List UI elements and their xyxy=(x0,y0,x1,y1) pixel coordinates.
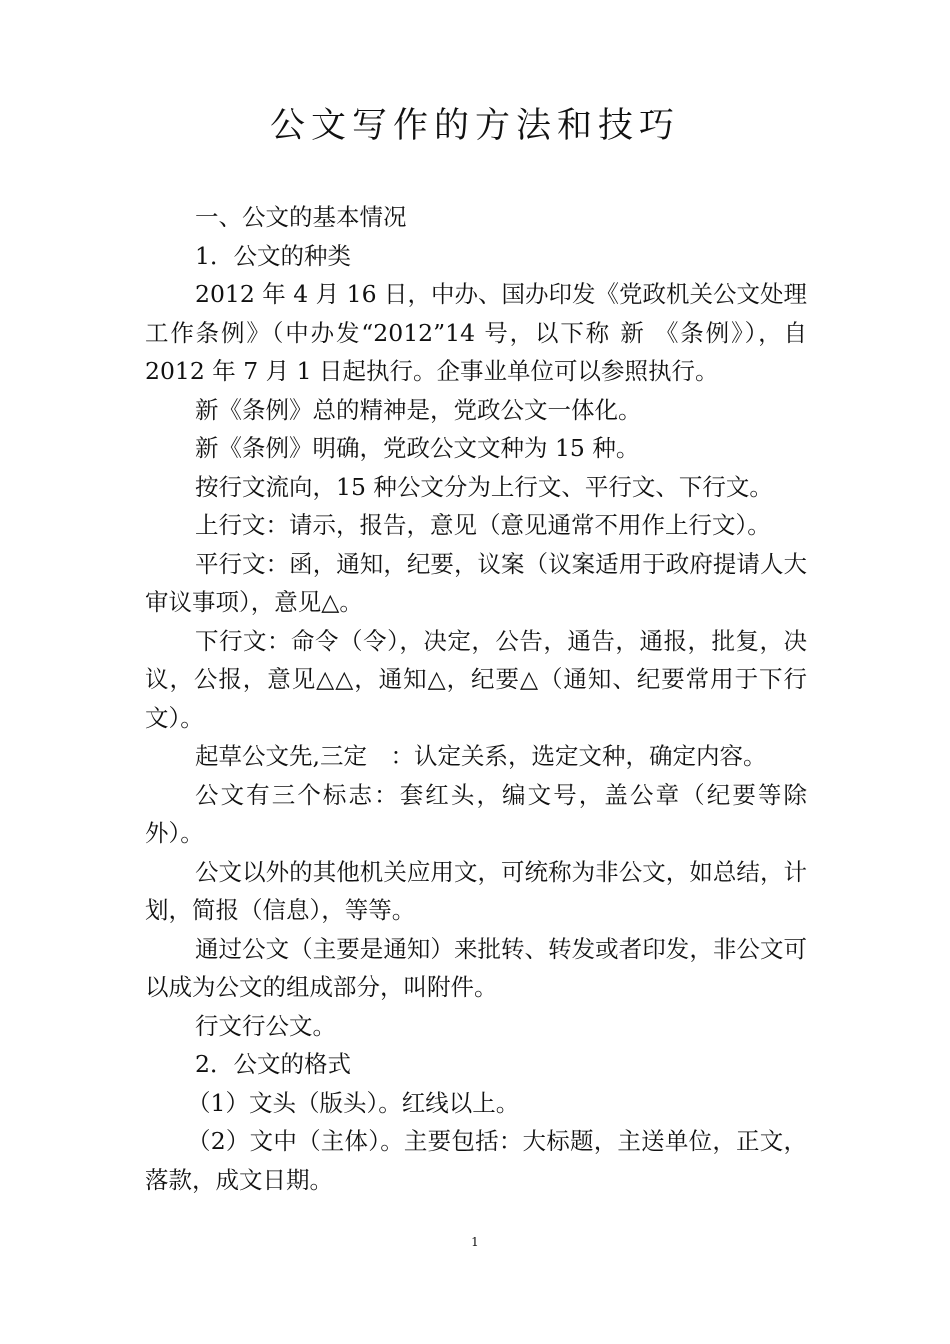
paragraph-issue: 行文行公文。 xyxy=(195,1011,336,1040)
paragraph-regulation: 2012 年 4 月 16 日，中办、国办印发《党政机关公文处理工作条例》（中办发“2012”14 号，以下称 新 《条例》），自 2012 年 7 月 1 日起执行。企事业单位可以参照执行。 xyxy=(145,280,808,385)
paragraph-non-official: 公文以外的其他机关应用文，可统称为非公文，如总结，计划，简报（信息），等等。 xyxy=(145,857,807,924)
document-body xyxy=(145,198,807,1199)
paragraph-spirit: 新《条例》总的精神是，党政公文一体化。 xyxy=(195,395,642,424)
paragraph-document-types: 新《条例》明确，党政公文文种为 15 种。 xyxy=(195,434,640,462)
paragraph-downward: 下行文：命令（令），决定，公告，通告，通报，批复，决议，公报，意见△△，通知△，纪要△（通知、纪要常用于下行文）。 xyxy=(145,626,807,732)
paragraph-flow: 按行文流向，15 种公文分为上行文、平行文、下行文。 xyxy=(195,472,773,501)
page-number: 1 xyxy=(471,1235,479,1249)
paragraph-attachment: 通过公文（主要是通知）来批转、转发或者印发，非公文可以成为公文的组成部分，叫附件。 xyxy=(145,934,807,1001)
paragraph-three-determinations: 起草公文先,三定 ：认定关系，选定文种，确定内容。 xyxy=(195,742,767,770)
paragraph-parallel: 平行文：函，通知，纪要，议案（议案适用于政府提请人大审议事项），意见△。 xyxy=(145,549,807,616)
paragraph-header: （1）文头（版头）。红线以上。 xyxy=(187,1088,520,1117)
paragraph-three-marks: 公文有三个标志：套红头，编文号，盖公章（纪要等除外）。 xyxy=(145,780,807,847)
subheading-types: 1．公文的种类 xyxy=(195,241,351,270)
paragraph-upward: 上行文：请示，报告，意见（意见通常不用作上行文）。 xyxy=(195,511,771,539)
section-heading-basic-info: 一、公文的基本情况 xyxy=(195,203,407,231)
paragraph-main-body: （2）文中（主体）。主要包括：大标题，主送单位，正文，落款，成文日期。 xyxy=(145,1127,807,1194)
subheading-format: 2．公文的格式 xyxy=(195,1050,351,1078)
document-title: 公文写作的方法和技巧 xyxy=(269,106,680,146)
